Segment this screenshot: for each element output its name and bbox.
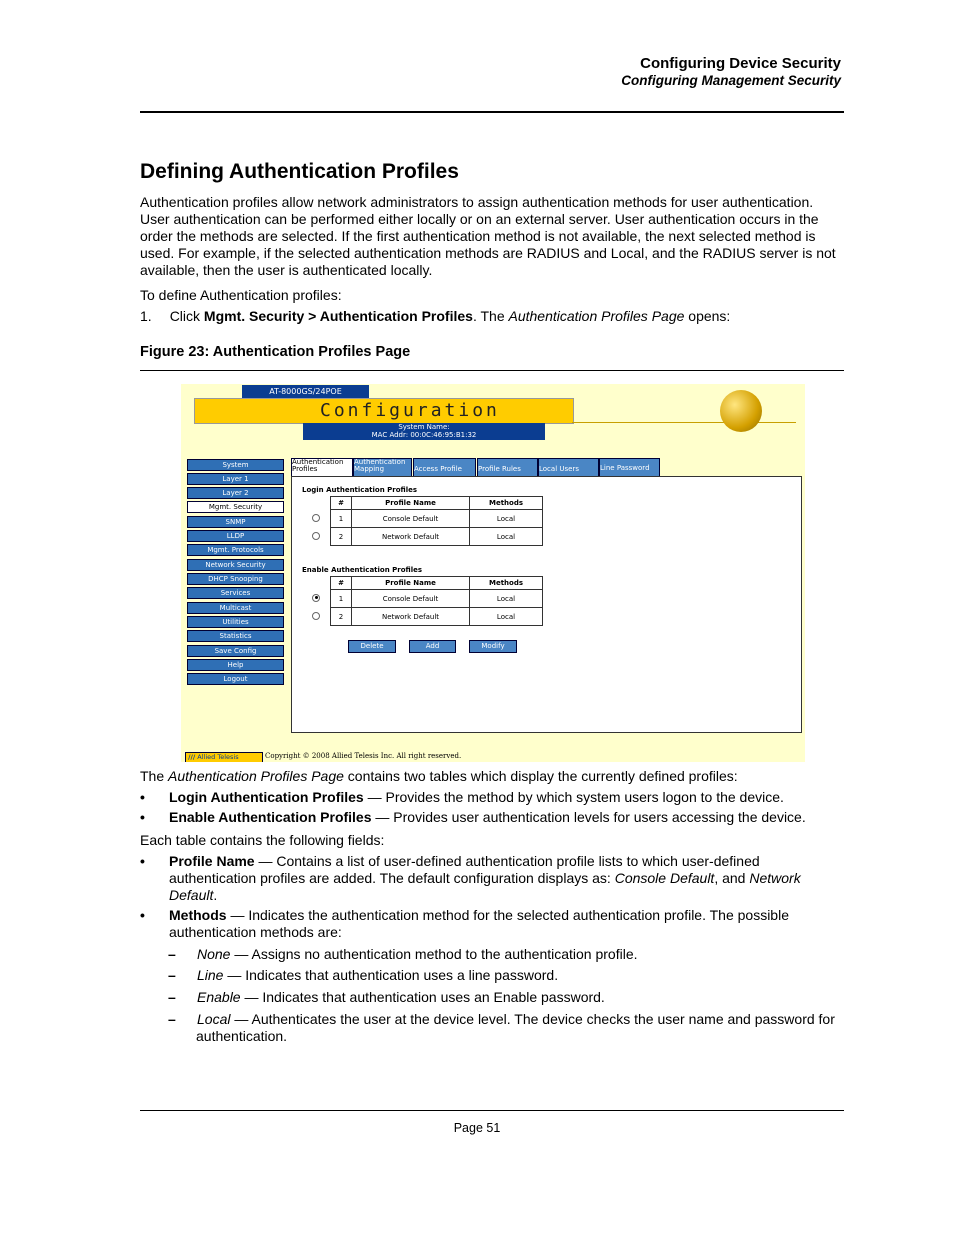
row-number: 1 (331, 590, 352, 608)
allied-telesis-logo: /// Allied Telesis (185, 752, 263, 762)
method-description: — Authenticates the user at the device level. The device checks the user name and password for (230, 1011, 835, 1027)
nav-logout[interactable]: Logout (187, 673, 284, 685)
section-header: Configuring Management Security (621, 73, 841, 88)
col-methods: Methods (470, 577, 543, 590)
method-enable (197, 989, 605, 1005)
nav-statistics[interactable]: Statistics (187, 630, 284, 642)
modify-button[interactable]: Modify (469, 640, 517, 653)
default-value: Default (169, 887, 214, 903)
col-profile-name: Profile Name (352, 577, 470, 590)
row-number: 2 (331, 528, 352, 546)
row-number: 2 (331, 608, 352, 626)
col-profile-name: Profile Name (352, 497, 470, 510)
login-profiles-title: Login Authentication Profiles (302, 486, 418, 494)
system-name: System Name: (398, 423, 450, 431)
figure-rule (140, 370, 844, 371)
chapter-header: Configuring Device Security (640, 55, 841, 72)
method-name: None (197, 946, 231, 962)
term: Methods (169, 907, 227, 923)
default-value: Console Default (614, 870, 715, 886)
page-title: Defining Authentication Profiles (140, 160, 459, 183)
mac-address: MAC Addr: 00:0C:46:95:B1:32 (371, 431, 477, 439)
step-page-name: Authentication Profiles Page (508, 308, 685, 324)
header-rule (140, 111, 844, 113)
nav-network-security[interactable]: Network Security (187, 559, 284, 571)
tab-authentication-profiles[interactable]: Authentication Profiles (291, 458, 353, 476)
row-profile-name: Console Default (352, 510, 470, 528)
col-number: # (331, 497, 352, 510)
definition: — Provides the method by which system users logon to the device. (363, 789, 784, 805)
nav-mgmt-security[interactable]: Mgmt. Security (187, 501, 284, 513)
step-menu-path: Mgmt. Security > Authentication Profiles (203, 308, 473, 324)
nav-save-config[interactable]: Save Config (187, 645, 284, 657)
nav-layer-1[interactable]: Layer 1 (187, 473, 284, 485)
nav-snmp[interactable]: SNMP (187, 516, 284, 528)
step-text: Click (169, 308, 204, 324)
method-description: — Indicates that authentication uses a line password. (223, 967, 559, 983)
footer-rule (140, 1110, 844, 1111)
term: Profile Name (169, 853, 255, 869)
to-define-text: To define Authentication profiles: (140, 287, 342, 303)
model-label: AT-8000GS/24POE (242, 385, 369, 398)
row-profile-name: Console Default (352, 590, 470, 608)
table-header-row (302, 577, 543, 590)
definition: , and (714, 870, 750, 886)
text: The (140, 768, 169, 784)
method-line (197, 967, 558, 983)
row-profile-name: Network Default (352, 608, 470, 626)
definition: authentication methods are: (169, 924, 342, 940)
nav-lldp[interactable]: LLDP (187, 530, 284, 542)
row-method: Local (470, 528, 543, 546)
table-row (302, 590, 543, 608)
enable-profiles-table (302, 576, 543, 626)
col-number: # (331, 577, 352, 590)
table-header-row (302, 497, 543, 510)
tab-profile-rules[interactable]: Profile Rules (477, 458, 538, 477)
text: contains two tables which display the currently defined profiles: (343, 768, 738, 784)
row-method: Local (470, 590, 543, 608)
page-number: Page 51 (453, 1121, 501, 1135)
after-figure-text (140, 768, 738, 784)
figure-caption: Figure 23: Authentication Profiles Page (140, 344, 411, 360)
table-row (302, 510, 543, 528)
tab-local-users[interactable]: Local Users (538, 458, 599, 477)
definition: — Provides user authentication levels for users accessing the device. (371, 809, 806, 825)
bullet: • (140, 789, 145, 805)
bullet: • (140, 907, 145, 923)
method-description: — Assigns no authentication method to the authentication profile. (230, 946, 638, 962)
copyright: Copyright © 2008 Allied Telesis Inc. All right reserved. (265, 752, 462, 760)
bullet-profile-name (169, 853, 801, 904)
intro-line: order the methods are selected. If the first authentication method is not available, the next selected method is (140, 228, 816, 244)
method-name: Line (197, 967, 224, 983)
dash: – (168, 989, 176, 1005)
intro-line: available, then the user is authenticated locally. (140, 262, 433, 278)
step-number: 1. (140, 308, 152, 324)
login-profiles-table (302, 496, 543, 546)
page-name: Authentication Profiles Page (168, 768, 344, 784)
col-methods: Methods (470, 497, 543, 510)
table-row (302, 528, 543, 546)
term: Enable Authentication Profiles (169, 809, 372, 825)
row-select-radio[interactable] (312, 514, 320, 522)
configuration-banner (194, 398, 574, 424)
table-row (302, 608, 543, 626)
bullet-methods (169, 907, 789, 941)
enable-profiles-title: Enable Authentication Profiles (302, 566, 423, 574)
intro-line: Authentication profiles allow network administrators to assign authentication methods for user authentication. (140, 194, 814, 210)
dash: – (168, 1011, 176, 1027)
delete-button[interactable]: Delete (348, 640, 396, 653)
nav-help[interactable]: Help (187, 659, 284, 671)
row-method: Local (470, 608, 543, 626)
method-name: Enable (197, 989, 241, 1005)
authentication-profiles-screenshot (181, 384, 805, 762)
system-info-box (303, 423, 545, 440)
method-description: authentication. (196, 1028, 288, 1044)
bullet: • (140, 853, 145, 869)
term: Login Authentication Profiles (169, 789, 364, 805)
method-local (197, 1011, 835, 1045)
intro-line: used. For example, if the selected authentication methods are RADIUS and Local, and the RADIUS server is not (140, 245, 836, 261)
row-select-radio[interactable] (312, 594, 320, 602)
intro-paragraph (140, 194, 844, 279)
each-table-text: Each table contains the following fields: (140, 832, 385, 848)
definition: authentication profiles are added. The default configuration displays as: (169, 870, 615, 886)
definition: — Contains a list of user-defined authentication profile lists to which user-defined (254, 853, 760, 869)
method-none (197, 946, 638, 962)
row-select-radio[interactable] (312, 612, 320, 620)
method-description: — Indicates that authentication uses an Enable password. (240, 989, 605, 1005)
tab-authentication-mapping[interactable]: Authentication Mapping (353, 458, 412, 477)
tab-line-password[interactable]: Line Password (599, 458, 660, 477)
banner-line (572, 422, 796, 423)
nav-services[interactable]: Services (187, 587, 284, 599)
nav-system[interactable]: System (187, 459, 284, 471)
default-value: Network (749, 870, 801, 886)
step-1 (140, 308, 730, 324)
add-button[interactable]: Add (409, 640, 456, 653)
bullet-enable-profiles (169, 809, 806, 825)
globe-icon (720, 390, 762, 432)
tab-access-profile[interactable]: Access Profile (413, 458, 476, 477)
logo-text: Allied Telesis (197, 753, 239, 761)
row-profile-name: Network Default (352, 528, 470, 546)
step-text: . The (472, 308, 509, 324)
definition: — Indicates the authentication method for the selected authentication profile. The possible (226, 907, 789, 923)
intro-line: User authentication can be performed either locally or on an external server. User authentication occurs in the (140, 211, 819, 227)
content-panel (291, 476, 802, 733)
method-name: Local (197, 1011, 231, 1027)
row-method: Local (470, 510, 543, 528)
step-text: opens: (684, 308, 731, 324)
row-select-radio[interactable] (312, 532, 320, 540)
nav-utilities[interactable]: Utilities (187, 616, 284, 628)
row-number: 1 (331, 510, 352, 528)
bullet-login-profiles (169, 789, 784, 805)
dash: – (168, 946, 176, 962)
definition: . (213, 887, 218, 903)
nav-multicast[interactable]: Multicast (187, 602, 284, 614)
dash: – (168, 967, 176, 983)
nav-layer-2[interactable]: Layer 2 (187, 487, 284, 499)
configuration-title: Configuration (320, 400, 500, 421)
nav-dhcp-snooping[interactable]: DHCP Snooping (187, 573, 284, 585)
bullet: • (140, 809, 145, 825)
nav-mgmt-protocols[interactable]: Mgmt. Protocols (187, 544, 284, 556)
